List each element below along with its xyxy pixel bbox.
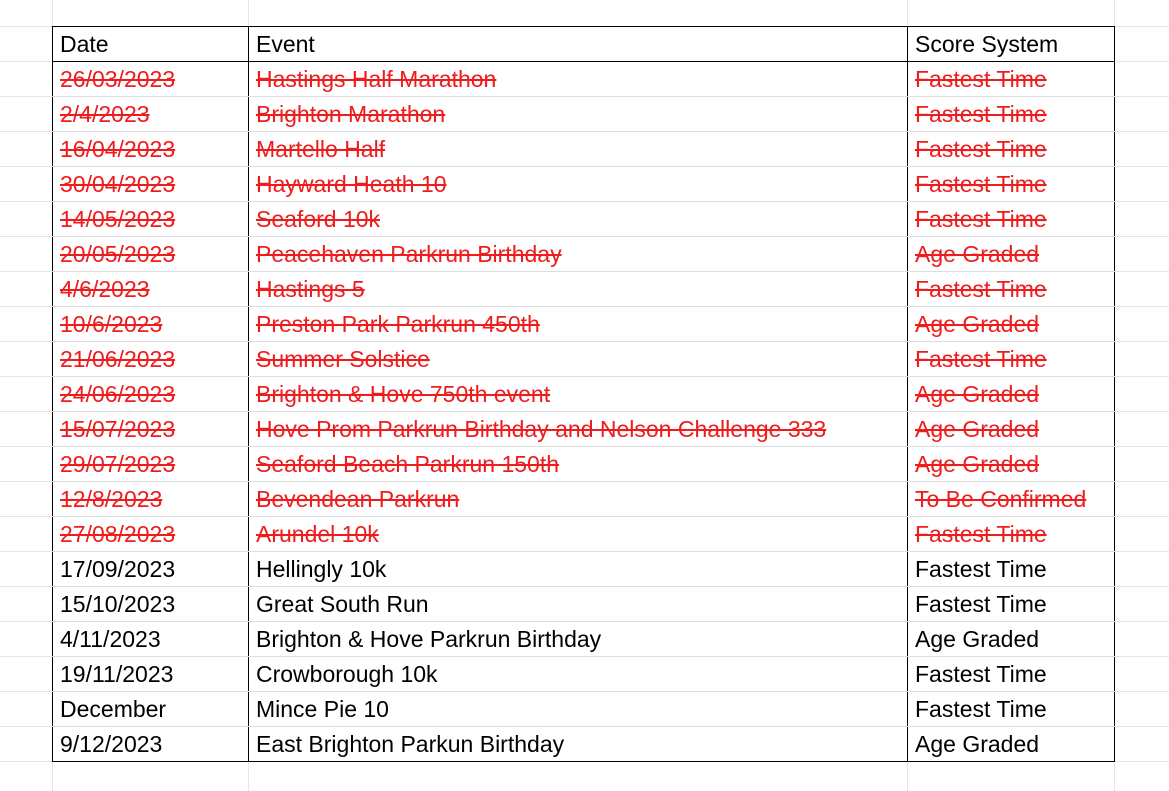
cell-score-system[interactable]: Age Graded [908, 237, 1115, 272]
cell-date[interactable]: 26/03/2023 [53, 62, 249, 97]
cell-event[interactable]: Brighton Marathon [249, 97, 908, 132]
cell-date[interactable]: 14/05/2023 [53, 202, 249, 237]
cell-event[interactable]: Bevendean Parkrun [249, 482, 908, 517]
cell-score-system[interactable]: Fastest Time [908, 552, 1115, 587]
cell-score-system[interactable]: Age Graded [908, 412, 1115, 447]
cell-date[interactable]: 27/08/2023 [53, 517, 249, 552]
header-score-system[interactable]: Score System [908, 27, 1115, 62]
cell-date[interactable]: 29/07/2023 [53, 447, 249, 482]
cell-event[interactable]: Peacehaven Parkrun Birthday [249, 237, 908, 272]
table-row [53, 517, 1115, 552]
cell-score-system[interactable]: Age Graded [908, 447, 1115, 482]
table-row [53, 272, 1115, 307]
cell-date[interactable]: 4/6/2023 [53, 272, 249, 307]
cell-event[interactable]: Preston Park Parkrun 450th [249, 307, 908, 342]
cell-date[interactable]: 21/06/2023 [53, 342, 249, 377]
cell-date[interactable]: 17/09/2023 [53, 552, 249, 587]
events-table [52, 26, 1115, 762]
table-row [53, 97, 1115, 132]
cell-date[interactable]: December [53, 692, 249, 727]
cell-event[interactable]: Mince Pie 10 [249, 692, 908, 727]
table-row [53, 167, 1115, 202]
table-row [53, 202, 1115, 237]
table-row [53, 692, 1115, 727]
cell-event[interactable]: Seaford 10k [249, 202, 908, 237]
cell-event[interactable]: Hastings Half Marathon [249, 62, 908, 97]
cell-event[interactable]: Great South Run [249, 587, 908, 622]
table-row [53, 342, 1115, 377]
cell-date[interactable]: 19/11/2023 [53, 657, 249, 692]
cell-event[interactable]: Brighton & Hove Parkrun Birthday [249, 622, 908, 657]
cell-date[interactable]: 20/05/2023 [53, 237, 249, 272]
cell-score-system[interactable]: Fastest Time [908, 342, 1115, 377]
table-row [53, 587, 1115, 622]
table-row [53, 412, 1115, 447]
cell-score-system[interactable]: Fastest Time [908, 62, 1115, 97]
cell-score-system[interactable]: Age Graded [908, 377, 1115, 412]
cell-event[interactable]: Brighton & Hove 750th event [249, 377, 908, 412]
cell-event[interactable]: Hellingly 10k [249, 552, 908, 587]
cell-event[interactable]: Arundel 10k [249, 517, 908, 552]
table-row [53, 447, 1115, 482]
table-header [53, 27, 1115, 62]
cell-score-system[interactable]: Fastest Time [908, 272, 1115, 307]
cell-date[interactable]: 10/6/2023 [53, 307, 249, 342]
table-row [53, 377, 1115, 412]
cell-score-system[interactable]: Fastest Time [908, 97, 1115, 132]
cell-date[interactable]: 12/8/2023 [53, 482, 249, 517]
table-row [53, 482, 1115, 517]
cell-score-system[interactable]: Fastest Time [908, 587, 1115, 622]
cell-date[interactable]: 16/04/2023 [53, 132, 249, 167]
cell-event[interactable]: Summer Solstice [249, 342, 908, 377]
cell-event[interactable]: Hayward Heath 10 [249, 167, 908, 202]
cell-event[interactable]: East Brighton Parkun Birthday [249, 727, 908, 762]
cell-event[interactable]: Seaford Beach Parkrun 150th [249, 447, 908, 482]
table-row [53, 237, 1115, 272]
table-row [53, 552, 1115, 587]
cell-event[interactable]: Hove Prom Parkrun Birthday and Nelson Challenge 333 [249, 412, 908, 447]
cell-event[interactable]: Martello Half [249, 132, 908, 167]
cell-score-system[interactable]: Age Graded [908, 307, 1115, 342]
cell-date[interactable]: 2/4/2023 [53, 97, 249, 132]
cell-date[interactable]: 4/11/2023 [53, 622, 249, 657]
cell-score-system[interactable]: Fastest Time [908, 202, 1115, 237]
cell-score-system[interactable]: Fastest Time [908, 657, 1115, 692]
header-row [53, 27, 1115, 62]
table-row [53, 727, 1115, 762]
cell-score-system[interactable]: Age Graded [908, 622, 1115, 657]
table-body [53, 62, 1115, 762]
table-row [53, 62, 1115, 97]
cell-date[interactable]: 24/06/2023 [53, 377, 249, 412]
cell-score-system[interactable]: To Be Confirmed [908, 482, 1115, 517]
cell-date[interactable]: 30/04/2023 [53, 167, 249, 202]
cell-date[interactable]: 15/10/2023 [53, 587, 249, 622]
cell-score-system[interactable]: Fastest Time [908, 132, 1115, 167]
table-row [53, 307, 1115, 342]
cell-date[interactable]: 15/07/2023 [53, 412, 249, 447]
cell-event[interactable]: Crowborough 10k [249, 657, 908, 692]
cell-date[interactable]: 9/12/2023 [53, 727, 249, 762]
header-event[interactable]: Event [249, 27, 908, 62]
cell-score-system[interactable]: Fastest Time [908, 692, 1115, 727]
table-row [53, 622, 1115, 657]
header-date[interactable]: Date [53, 27, 249, 62]
cell-score-system[interactable]: Fastest Time [908, 517, 1115, 552]
table-row [53, 132, 1115, 167]
cell-score-system[interactable]: Age Graded [908, 727, 1115, 762]
table-row [53, 657, 1115, 692]
cell-event[interactable]: Hastings 5 [249, 272, 908, 307]
cell-score-system[interactable]: Fastest Time [908, 167, 1115, 202]
